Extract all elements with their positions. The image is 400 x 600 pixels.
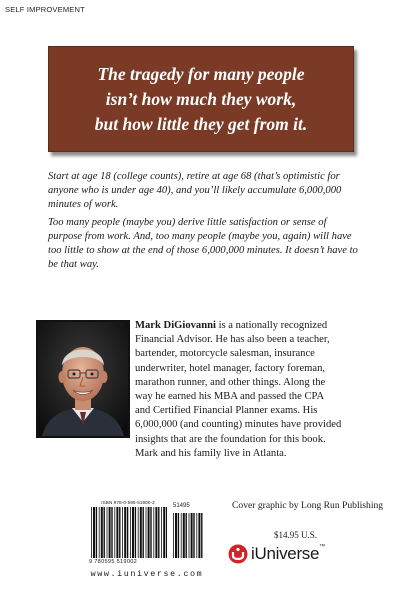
author-portrait-illustration [38, 322, 128, 436]
price-code: 51495 [173, 503, 190, 509]
barcode-bar [198, 513, 200, 558]
quote-line: but how little they get from it. [94, 113, 308, 134]
barcode-bar [111, 507, 112, 558]
bio-first-line [135, 319, 367, 333]
bio-line: way he earned his MBA and passed the CPA [135, 391, 325, 403]
trademark-symbol: ™ [319, 544, 326, 550]
author-bio [135, 319, 367, 461]
barcode-bar [124, 507, 126, 558]
author-name: Mark DiGiovanni [135, 320, 216, 331]
author-photo [36, 320, 130, 438]
bio-line: 6,000,000 (and counting) minutes have provided [135, 419, 342, 431]
price: $14.95 U.S. [274, 530, 318, 540]
barcode-bar [107, 507, 108, 558]
paragraph-line: Too many people (maybe you) derive little satisfaction or sense of [48, 217, 327, 228]
barcode-bar [163, 507, 165, 558]
publisher-name: iUniverse [251, 544, 320, 563]
barcode-bar [127, 507, 128, 558]
quote-line: isn’t how much they work, [105, 88, 297, 109]
barcode-bar [146, 507, 147, 558]
publisher-logo [228, 544, 325, 564]
bio-line: is a nationally recognized [215, 320, 328, 331]
paragraph-line: purpose from work. And, too many people (maybe you, again) will have [48, 231, 352, 242]
barcode-bar [122, 507, 123, 558]
barcode-bar [155, 507, 157, 558]
barcode-bar [119, 507, 120, 558]
intro-paragraph [48, 170, 354, 212]
isbn-barcode [91, 507, 167, 558]
addon-barcode [173, 513, 205, 558]
barcode-bar [196, 513, 197, 558]
barcode-bar [132, 507, 134, 558]
bio-line: Financial Advisor. He has also been a teacher, [135, 334, 330, 346]
barcode-bar [104, 507, 105, 558]
pull-quote-box [48, 46, 354, 152]
barcode-bar [135, 507, 136, 558]
bio-line: Mark and his family live in Atlanta. [135, 447, 287, 459]
bio-line: underwriter, hotel manager, factory foreman, [135, 362, 326, 374]
barcode-bar [150, 507, 151, 558]
barcode-bar [116, 507, 118, 558]
cover-credit: Cover graphic by Long Run Publishing [232, 500, 384, 511]
category-label: SELF IMPROVEMENT [5, 5, 85, 14]
barcode-bar [138, 507, 139, 558]
barcode-bar [161, 507, 162, 558]
barcode-bar [178, 513, 179, 558]
barcode-bar [153, 507, 154, 558]
website-url: www.iuniverse.com [90, 569, 204, 579]
bio-line: insights that are the foundation for this book. [135, 433, 326, 445]
paragraph-line: be that way. [48, 259, 99, 270]
isbn-label: ISBN 978-0-595-51900-2 [101, 500, 155, 505]
bio-line: bartender, motorcycle salesman, insurance [135, 348, 315, 360]
barcode-bar [96, 507, 97, 558]
barcode-bar [130, 507, 131, 558]
barcode-bar [173, 513, 174, 558]
barcode-bar [93, 507, 95, 558]
barcode-bar [183, 513, 185, 558]
barcode-bar [189, 513, 190, 558]
iuniverse-logo-icon [228, 544, 248, 564]
barcode-bar [140, 507, 142, 558]
barcode-bar [143, 507, 144, 558]
barcode-bar [201, 513, 202, 558]
isbn-digits: 9 780595 519002 [89, 559, 138, 565]
barcode-bar [175, 513, 177, 558]
barcode-bar [109, 507, 111, 558]
second-paragraph [48, 216, 358, 272]
barcode-bar [148, 507, 150, 558]
paragraph-line: Start at age 18 (college counts), retire at age 68 (that’s optimistic for [48, 171, 340, 182]
barcode-bar [158, 507, 159, 558]
barcode-bar [191, 513, 193, 558]
barcode-bar [193, 513, 194, 558]
barcode-bar [101, 507, 103, 558]
barcode-bar [166, 507, 167, 558]
barcode-bar [99, 507, 100, 558]
barcode-block [89, 500, 207, 574]
bio-line: and Certified Financial Planner exams. His [135, 405, 318, 417]
barcode-bar [114, 507, 115, 558]
barcode-bar [186, 513, 187, 558]
quote-line: The tragedy for many people [97, 63, 305, 84]
paragraph-line: too little to show at the end of those 6,000,000 minutes. It doesn’t have to [48, 245, 358, 256]
barcode-bar [91, 507, 92, 558]
bio-line: marathon runner, and other things. Along the [135, 376, 326, 388]
paragraph-line: anyone who is under age 40), and you’ll likely accumulate 6,000,000 [48, 185, 342, 196]
barcode-bar [181, 513, 182, 558]
paragraph-line: minutes of work. [48, 199, 119, 210]
